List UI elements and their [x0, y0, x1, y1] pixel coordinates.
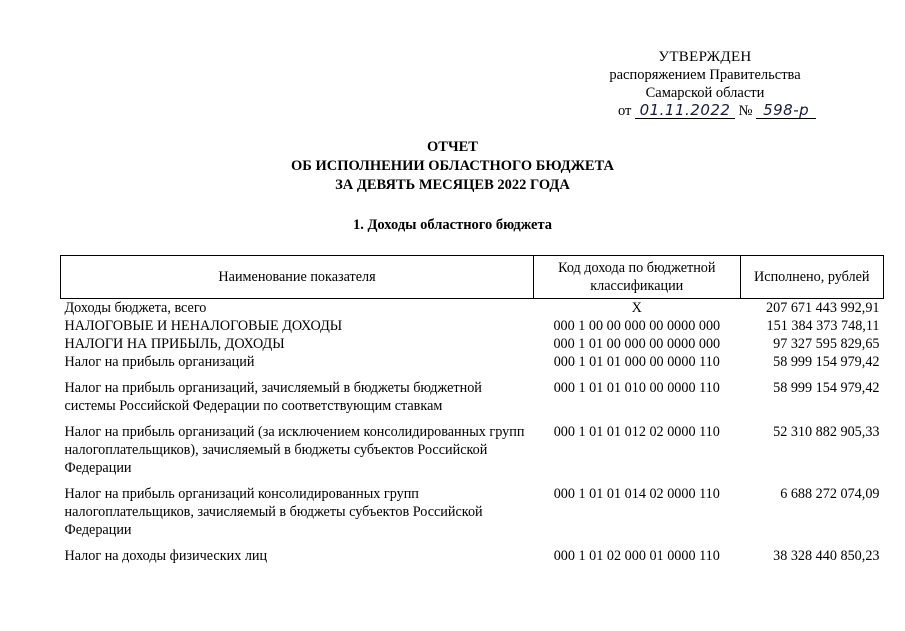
handwritten-number: 598-р [756, 102, 816, 119]
row-name: НАЛОГИ НА ПРИБЫЛЬ, ДОХОДЫ [64, 336, 285, 352]
row-amount: 151 384 373 748,11 [766, 318, 880, 334]
table-row [61, 371, 884, 415]
row-amount: 207 671 443 992,91 [766, 300, 880, 316]
approval-heading: УТВЕРЖДЕН [658, 49, 752, 65]
row-amount: 52 310 882 905,33 [773, 424, 880, 440]
table-row [61, 539, 884, 565]
row-name: НАЛОГОВЫЕ И НЕНАЛОГОВЫЕ ДОХОДЫ [64, 318, 343, 334]
title-line-1: ОТЧЕТ [427, 139, 478, 155]
title-line-2: ОБ ИСПОЛНЕНИИ ОБЛАСТНОГО БЮДЖЕТА [290, 158, 615, 174]
header-amount: Исполнено, рублей [740, 256, 883, 299]
row-name: Налог на прибыль организаций (за исключением консолидированных групп налогоплательщиков), зачисляемый в бюджеты субъектов Российской Федерации [64, 424, 525, 476]
row-amount: 97 327 595 829,65 [773, 336, 880, 352]
approval-block [560, 48, 850, 102]
row-code: 000 1 01 02 000 01 0000 110 [553, 548, 720, 564]
table-header-row [61, 256, 884, 299]
title-line-3: ЗА ДЕВЯТЬ МЕСЯЦЕВ 2022 ГОДА [335, 177, 570, 193]
revenue-table [60, 255, 884, 565]
table-row [61, 477, 884, 539]
row-code: 000 1 01 00 000 00 0000 000 [553, 336, 721, 352]
approval-date-line [618, 102, 816, 120]
row-name: Налог на прибыль организаций [64, 354, 255, 370]
row-amount: 58 999 154 979,42 [773, 380, 880, 396]
row-code: 000 1 01 01 012 02 0000 110 [553, 424, 720, 440]
section-title: 1. Доходы областного бюджета [352, 217, 553, 233]
number-label: № [738, 103, 753, 119]
row-code: 000 1 01 01 010 00 0000 110 [553, 380, 720, 396]
row-name: Налог на доходы физических лиц [64, 548, 268, 564]
table-row [61, 335, 884, 353]
date-prefix: от [618, 103, 632, 119]
row-code: X [631, 300, 642, 316]
table-row [61, 415, 884, 477]
row-name: Налог на прибыль организаций, зачисляемый в бюджеты бюджетной системы Российской Федерации по соответствующим ставкам [64, 380, 482, 414]
row-name: Налог на прибыль организаций консолидированных групп налогоплательщиков, зачисляемый в бюджеты субъектов Российской Федерации [64, 486, 483, 538]
row-amount: 58 999 154 979,42 [773, 354, 880, 370]
table-row [61, 299, 884, 318]
approval-line-1: распоряжением Правительства [609, 67, 801, 83]
row-code: 000 1 01 01 000 00 0000 110 [553, 354, 720, 370]
row-amount: 6 688 272 074,09 [780, 486, 880, 502]
table-row [61, 317, 884, 335]
row-code: 000 1 01 01 014 02 0000 110 [553, 486, 720, 502]
header-name: Наименование показателя [61, 256, 534, 299]
row-name: Доходы бюджета, всего [64, 300, 207, 316]
table-row [61, 353, 884, 371]
row-code: 000 1 00 00 000 00 0000 000 [553, 318, 721, 334]
report-title [0, 138, 905, 195]
row-amount: 38 328 440 850,23 [773, 548, 880, 564]
handwritten-date: 01.11.2022 [635, 102, 735, 119]
header-code: Код дохода по бюджетной классификации [534, 256, 740, 299]
approval-line-2: Самарской области [645, 85, 765, 101]
